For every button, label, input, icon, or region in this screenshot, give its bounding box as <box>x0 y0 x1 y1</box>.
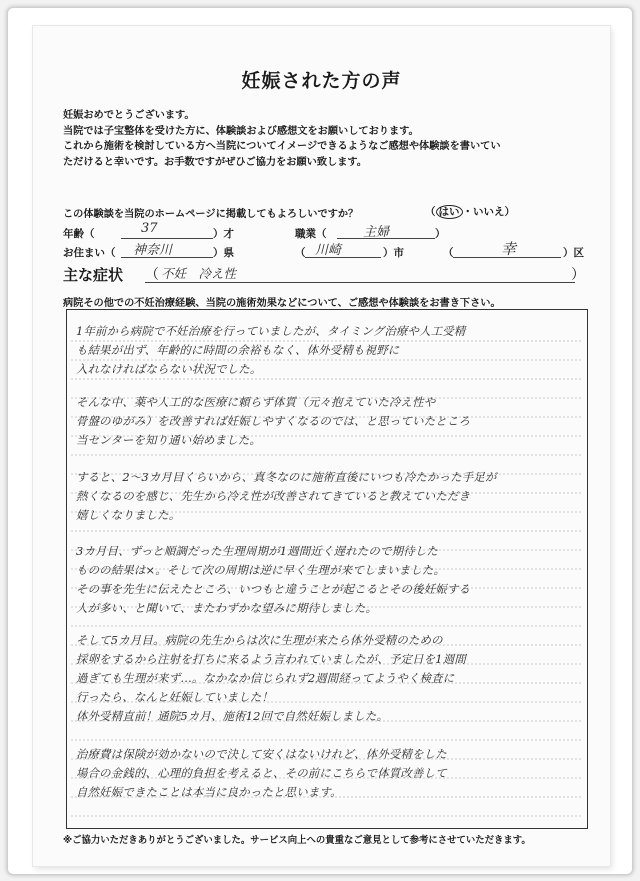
age-label: 年齢（ <box>63 228 95 240</box>
ward-underline <box>453 257 561 258</box>
text-line: 自然妊娠できたことは本当に良かったと思います。 <box>76 785 342 799</box>
text-line: 人が多い、と聞いて、またわずかな望みに期待しました。 <box>76 601 378 615</box>
consent-no: ・いいえ） <box>462 206 515 218</box>
text-line: も結果が出ず、年齢的に時間の余裕もなく、体外受精も視野に <box>76 343 400 357</box>
text-line: ものの結果は×。そして次の周期は逆に早く生理が来てしまいました。 <box>76 563 446 577</box>
consent-open: （ <box>425 206 436 218</box>
text-line: 1年前から病院で不妊治療を行っていましたが、タイミング治療や人工受精 <box>76 324 466 338</box>
form-sheet <box>33 26 610 866</box>
job-underline <box>337 238 435 239</box>
paragraph <box>76 393 581 450</box>
age-suffix: ）才 <box>213 228 234 240</box>
text-line: 3カ月目、ずっと順調だった生理周期が1週間近く遅れたので期待した <box>76 544 438 558</box>
prefecture-suffix: ）県 <box>213 247 234 259</box>
job-value: 主婦 <box>363 225 390 240</box>
paragraph <box>76 745 581 802</box>
consent-answer <box>425 204 515 219</box>
paragraph <box>76 631 581 726</box>
paragraph <box>76 542 581 618</box>
paragraph <box>76 468 581 525</box>
age-value: 37 <box>141 221 158 236</box>
prefecture-value: 神奈川 <box>133 243 173 258</box>
text-line: 体外受精直前！通院5カ月、施術12回で自然妊娠しました。 <box>76 709 389 723</box>
symptom-underline <box>145 282 575 283</box>
ward-open: （ <box>443 247 454 259</box>
intro-line: これから施術を検討している方へ当院についてイメージできるようなご感想や体験談を書いてい <box>63 141 501 153</box>
text-line: 場合の金銭的、心理的負担を考えると、その前にこちらで体質改善して <box>76 766 447 780</box>
text-line: 嬉しくなりました。 <box>76 508 181 522</box>
consent-yes-circled: はい <box>436 205 463 219</box>
text-line: そんな中、薬や人工的な医療に頼らず体質（元々抱えていた冷え性や <box>76 395 436 409</box>
text-line: そして5カ月目。病院の先生からは次に生理が来たら体外受精のための <box>76 633 443 647</box>
paragraph <box>76 322 581 379</box>
ward-suffix: ）区 <box>563 247 584 259</box>
city-underline <box>305 257 381 258</box>
symptom-value: 不妊 冷え性 <box>161 266 237 281</box>
text-line: 当センターを知り通い始めました。 <box>76 433 261 447</box>
page-title: 妊娠された方の声 <box>241 70 402 92</box>
intro-line: ただけると幸いです。お手数ですがぜひご協力をお願い致します。 <box>63 156 367 168</box>
intro-line: 妊娠おめでとうございます。 <box>63 110 195 121</box>
text-line: その事を先生に伝えたところ、いつもと違うことが起こるとその後妊娠する <box>76 582 471 596</box>
symptom-label: 主な症状 <box>63 266 124 284</box>
address-label: お住まい（ <box>63 247 116 259</box>
city-value: 川崎 <box>315 243 342 258</box>
footer-note: ※ご協力いただきありがとうございました。サービス向上への貴重なご意見として参考にさせていただきます。 <box>63 835 531 846</box>
text-line: すると、2～3カ月目くらいから、真冬なのに施術直後にいつも冷たかった手足が <box>76 470 497 484</box>
text-line: 治療費は保険が効かないので決して安くはないけれど、体外受精をした <box>76 747 447 761</box>
symptom-close: ） <box>571 267 585 283</box>
text-line: 採卵をするから注射を打ちに来るよう言われていましたが、予定日を1週間 <box>76 652 466 666</box>
symptom-open: （ <box>145 267 159 283</box>
text-line: 行ったら、なんと妊娠していました！ <box>76 690 274 704</box>
intro-text <box>63 108 583 170</box>
text-line: 熱くなるのを感じ、先生から冷え性が改善されてきていると教えていただき <box>76 489 471 503</box>
city-open: （ <box>295 247 306 259</box>
job-label: 職業（ <box>295 228 327 240</box>
job-suffix: ） <box>435 228 446 240</box>
intro-line: 当院では子宝整体を受けた方に、体験談および感想文をお願いしております。 <box>63 125 419 137</box>
request-instruction: 病院その他での不妊治療経験、当院の施術効果などについて、ご感想や体験談をお書き下さい。 <box>63 298 501 309</box>
city-suffix: ）市 <box>383 247 404 259</box>
text-line: 入れなければならない状況でした。 <box>76 362 262 376</box>
text-line: 骨盤のゆがみ）を改善すれば妊娠しやすくなるのでは、と思っていたところ <box>76 414 471 428</box>
consent-question: この体験談を当院のホームページに掲載してもよろしいですか？ <box>63 209 359 220</box>
prefecture-underline <box>121 257 213 258</box>
text-line: 過ぎても生理が来ず…。なかなか信じられず2週間経ってようやく検査に <box>76 671 455 685</box>
ward-value: 幸 <box>501 240 517 258</box>
